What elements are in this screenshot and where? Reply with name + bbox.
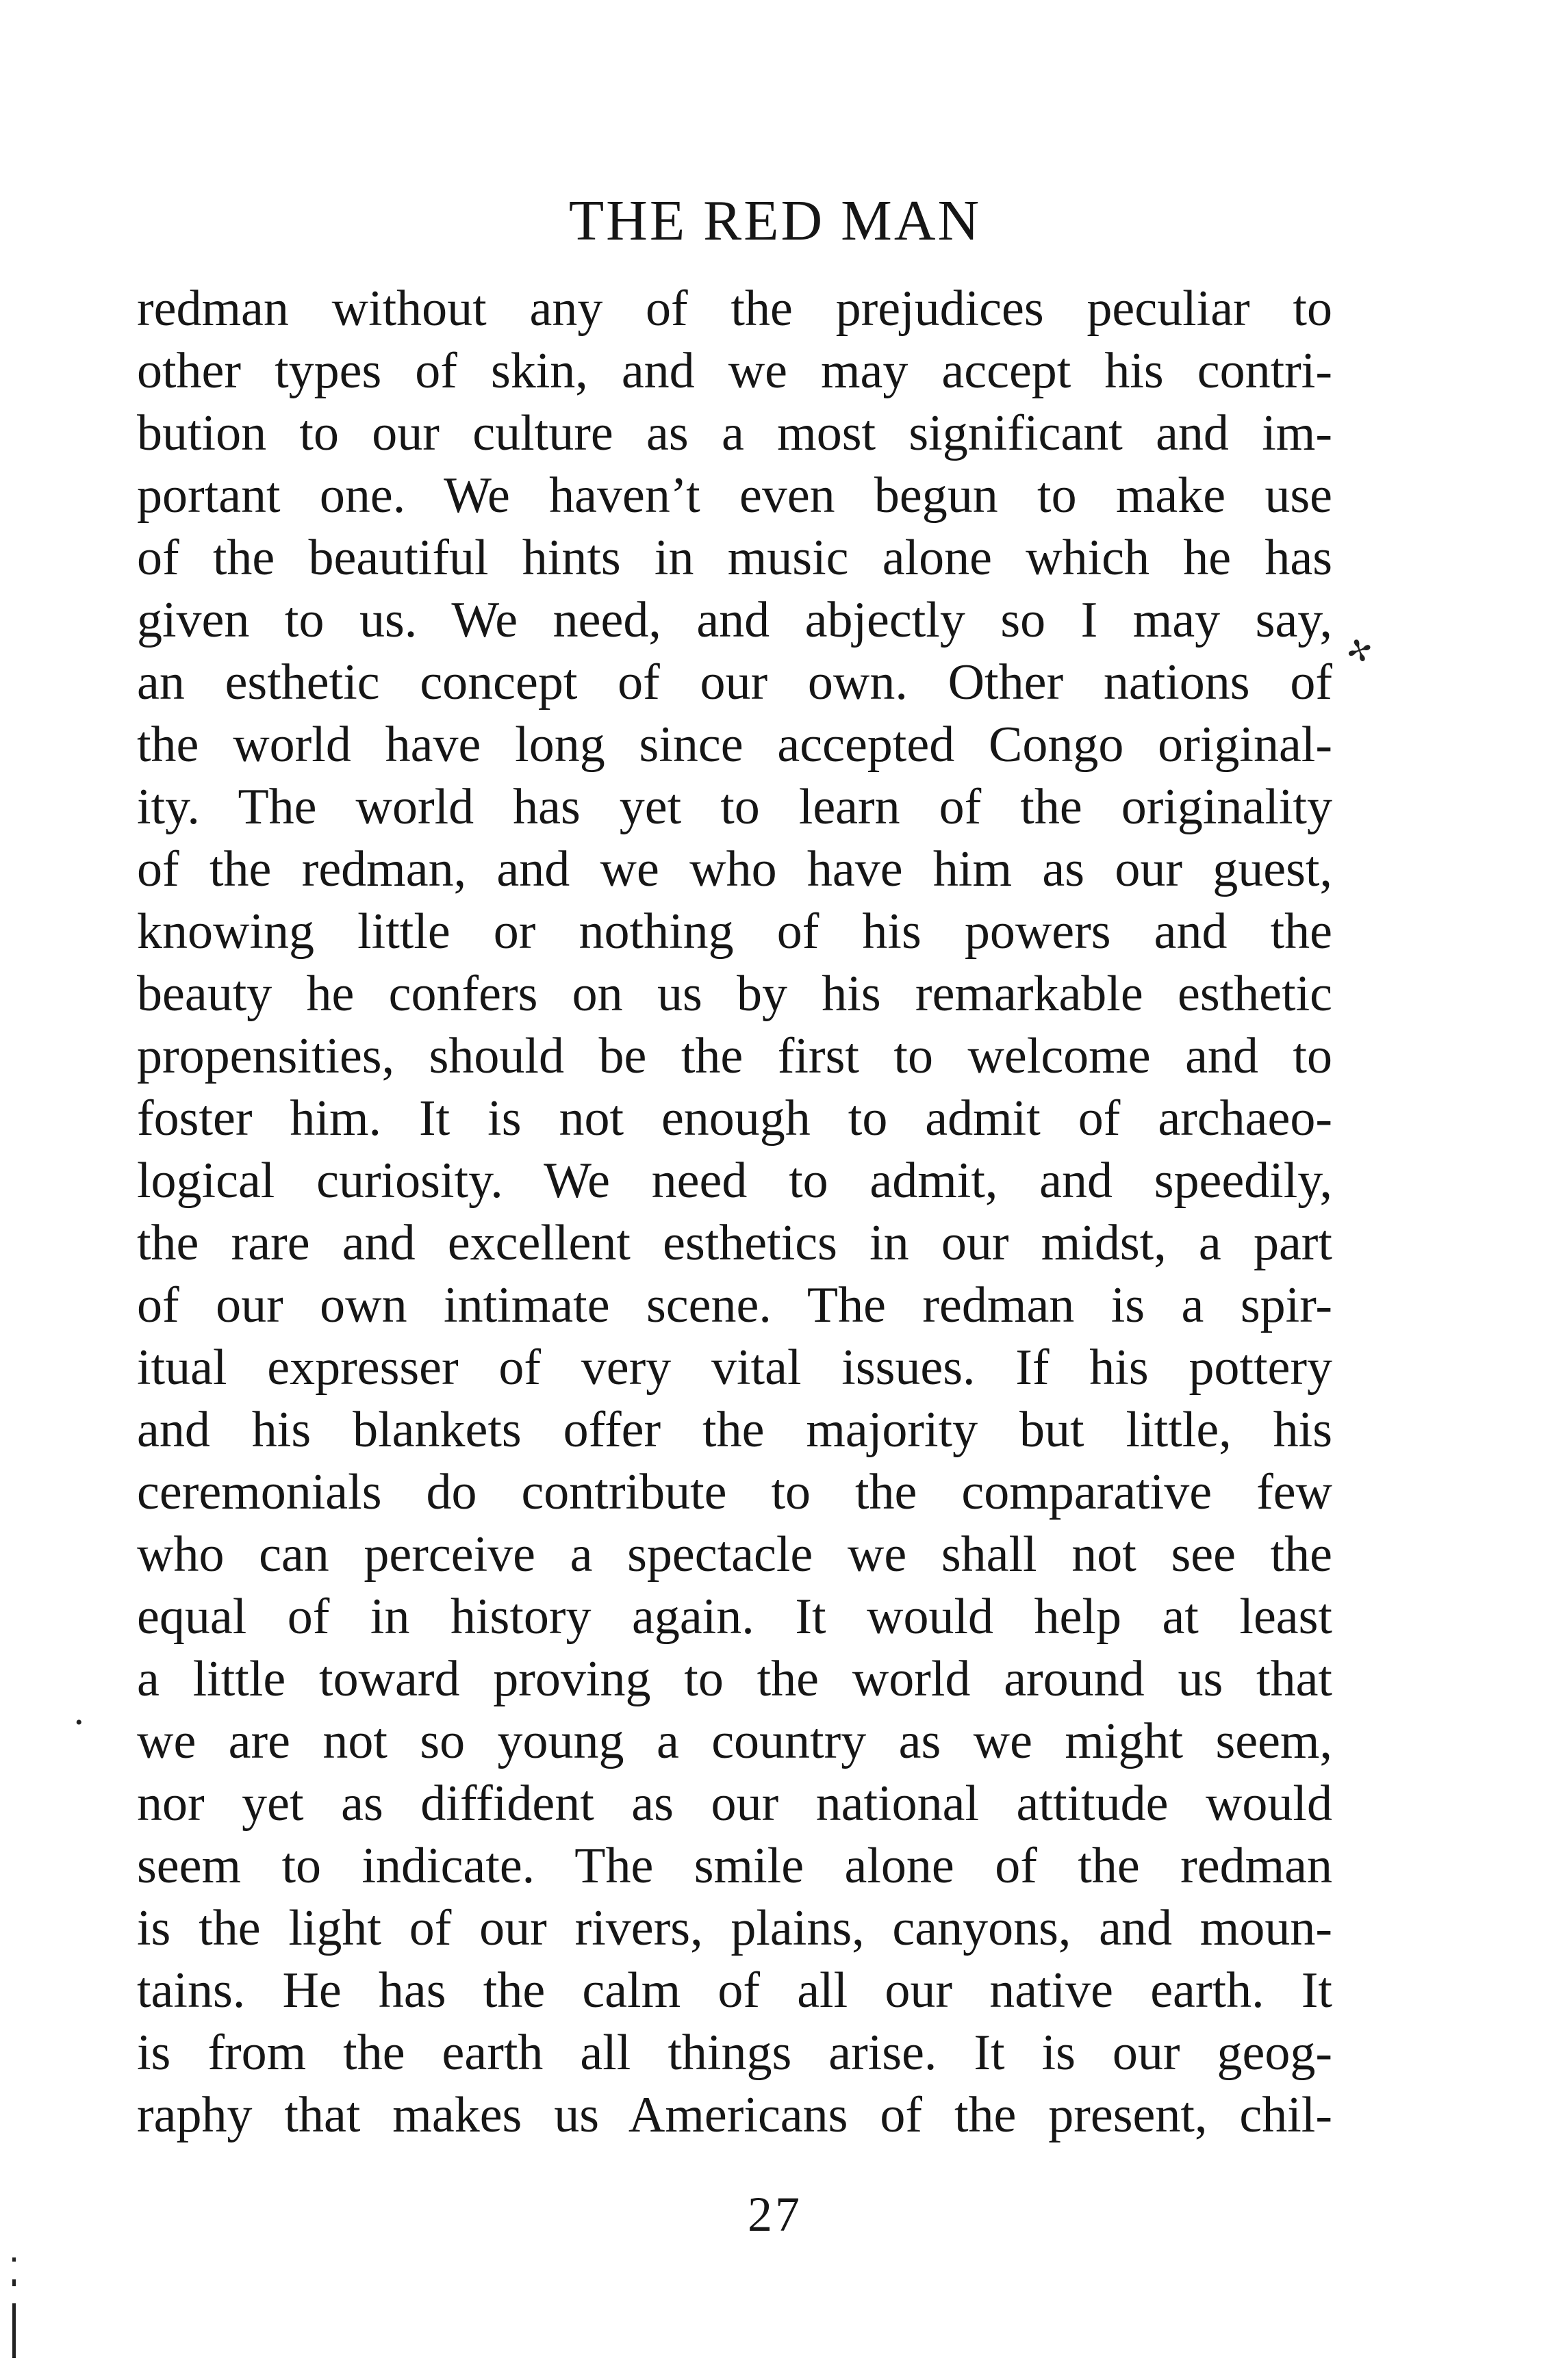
text-line: portant one. We haven’t even begun to make use — [137, 468, 1332, 524]
text-line: who can perceive a spectacle we shall not see the — [137, 1526, 1332, 1583]
text-line: of our own intimate scene. The redman is a spir- — [137, 1277, 1332, 1333]
text-line: the rare and excellent esthetics in our midst, a part — [137, 1215, 1332, 1271]
text-line: logical curiosity. We need to admit, and speedily, — [137, 1153, 1332, 1209]
text-line: of the redman, and we who have him as our guest, — [137, 841, 1332, 897]
text-line: foster him. It is not enough to admit of archaeo- — [137, 1090, 1332, 1147]
text-line: ceremonials do contribute to the comparative few — [137, 1464, 1332, 1520]
text-line: of the beautiful hints in music alone which he has — [137, 530, 1332, 586]
text-line: an esthetic concept of our own. Other nations of — [137, 654, 1332, 711]
text-line: nor yet as diffident as our national attitude would — [137, 1776, 1332, 1832]
text-line: propensities, should be the first to welcome and to — [137, 1028, 1332, 1084]
text-line: the world have long since accepted Congo original- — [137, 717, 1332, 773]
text-line: equal of in history again. It would help at least — [137, 1589, 1332, 1645]
text-line: beauty he confers on us by his remarkable esthetic — [137, 966, 1332, 1022]
text-line: knowing little or nothing of his powers and the — [137, 904, 1332, 960]
scan-edge-mark — [12, 2303, 16, 2358]
margin-mark-icon: ✢ — [1342, 631, 1377, 671]
page-number: 27 — [748, 2187, 802, 2242]
text-line: raphy that makes us Americans of the present, chil- — [137, 2087, 1332, 2143]
text-line: bution to our culture as a most significant and im- — [137, 405, 1332, 461]
text-line: is from the earth all things arise. It is our geog- — [137, 2025, 1332, 2081]
text-line: we are not so young a country as we might seem, — [137, 1713, 1332, 1769]
body-text — [137, 278, 1332, 2147]
text-line: ity. The world has yet to learn of the originality — [137, 779, 1332, 835]
margin-dot-icon: • — [75, 1711, 83, 1734]
text-line: is the light of our rivers, plains, canyons, and moun- — [137, 1900, 1332, 1956]
scan-edge-mark — [12, 2257, 16, 2262]
text-line: given to us. We need, and abjectly so I may say, — [137, 592, 1332, 648]
text-line: other types of skin, and we may accept his contri- — [137, 343, 1332, 399]
scan-edge-mark — [12, 2279, 16, 2286]
text-line: seem to indicate. The smile alone of the redman — [137, 1838, 1332, 1894]
text-line: itual expresser of very vital issues. If his pottery — [137, 1340, 1332, 1396]
running-head: THE RED MAN — [568, 189, 982, 253]
text-line: and his blankets offer the majority but little, his — [137, 1402, 1332, 1458]
text-line: tains. He has the calm of all our native earth. It — [137, 1962, 1332, 2019]
text-line: a little toward proving to the world around us that — [137, 1651, 1332, 1707]
text-line: redman without any of the prejudices peculiar to — [137, 281, 1332, 337]
